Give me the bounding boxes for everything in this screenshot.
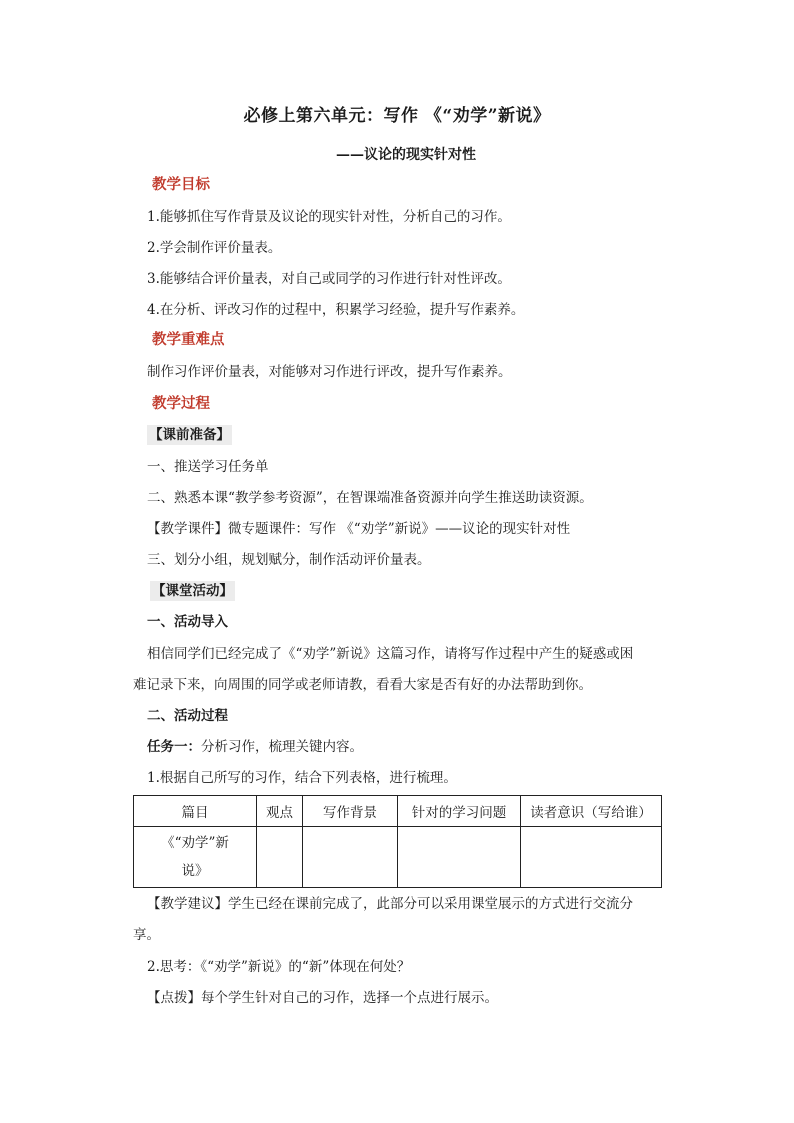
table-cell [398,827,521,888]
analysis-table [133,795,662,888]
prep-item: 【教学课件】微专题课件：写作 《“劝学”新说》——议论的现实针对性 [147,521,571,537]
table-cell [521,827,662,888]
goal-item: 1.能够抓住写作背景及议论的现实针对性，分析自己的习作。 [147,209,511,225]
teaching-suggestion: 【教学建议】学生已经在课前完成了，此部分可以采用课堂展示的方式进行交流分 [147,896,633,912]
table-header: 写作背景 [303,796,398,827]
prep-item: 三、划分小组，规划赋分，制作活动评价量表。 [147,552,431,568]
prep-item: 一、推送学习任务单 [147,459,269,475]
activity-label: 【课堂活动】 [152,583,233,599]
teaching-suggestion: 享。 [133,927,160,943]
intro-text: 难记录下来，向周围的同学或老师请教，看看大家是否有好的办法帮助到你。 [133,677,592,693]
goals-heading: 教学目标 [152,176,210,193]
table-header: 读者意识（写给谁） [521,796,662,827]
table-cell [303,827,398,888]
tip: 【点拨】每个学生针对自己的习作，选择一个点进行展示。 [147,990,498,1006]
task-one: 任务一：分析习作，梳理关键内容。 [147,739,363,755]
goal-item: 3.能够结合评价量表，对自己或同学的习作进行针对性评改。 [147,271,511,287]
think-question: 2.思考：《“劝学”新说》的“新”体现在何处？ [147,959,411,975]
table-header-row [134,796,662,827]
goal-item: 2.学会制作评价量表。 [147,240,282,256]
table-cell [257,827,303,888]
intro-text: 相信同学们已经完成了《“劝学”新说》这篇习作，请将写作过程中产生的疑惑或困 [147,646,634,662]
table-row [134,827,662,888]
table-header: 针对的学习问题 [398,796,521,827]
prep-item: 二、熟悉本课“教学参考资源”，在智课端准备资源并向学生推送助读资源。 [147,490,593,506]
table-header: 篇目 [134,796,257,827]
process-subheading: 二、活动过程 [147,708,228,724]
process-heading: 教学过程 [152,395,210,412]
goal-item: 4.在分析、评改习作的过程中，积累学习经验，提升写作素养。 [147,302,525,318]
table-header: 观点 [257,796,303,827]
page-subtitle: ——议论的现实针对性 [336,147,476,163]
key-points-text: 制作习作评价量表，对能够对习作进行评改，提升写作素养。 [147,364,512,380]
table-cell-title: 《“劝学”新 说》 [134,827,257,888]
key-points-heading: 教学重难点 [152,331,225,348]
page-title: 必修上第六单元：写作 《“劝学”新说》 [243,106,551,126]
intro-heading: 一、活动导入 [147,614,228,630]
step-one: 1.根据自己所写的习作，结合下列表格，进行梳理。 [147,770,457,786]
prep-label: 【课前准备】 [149,427,230,443]
